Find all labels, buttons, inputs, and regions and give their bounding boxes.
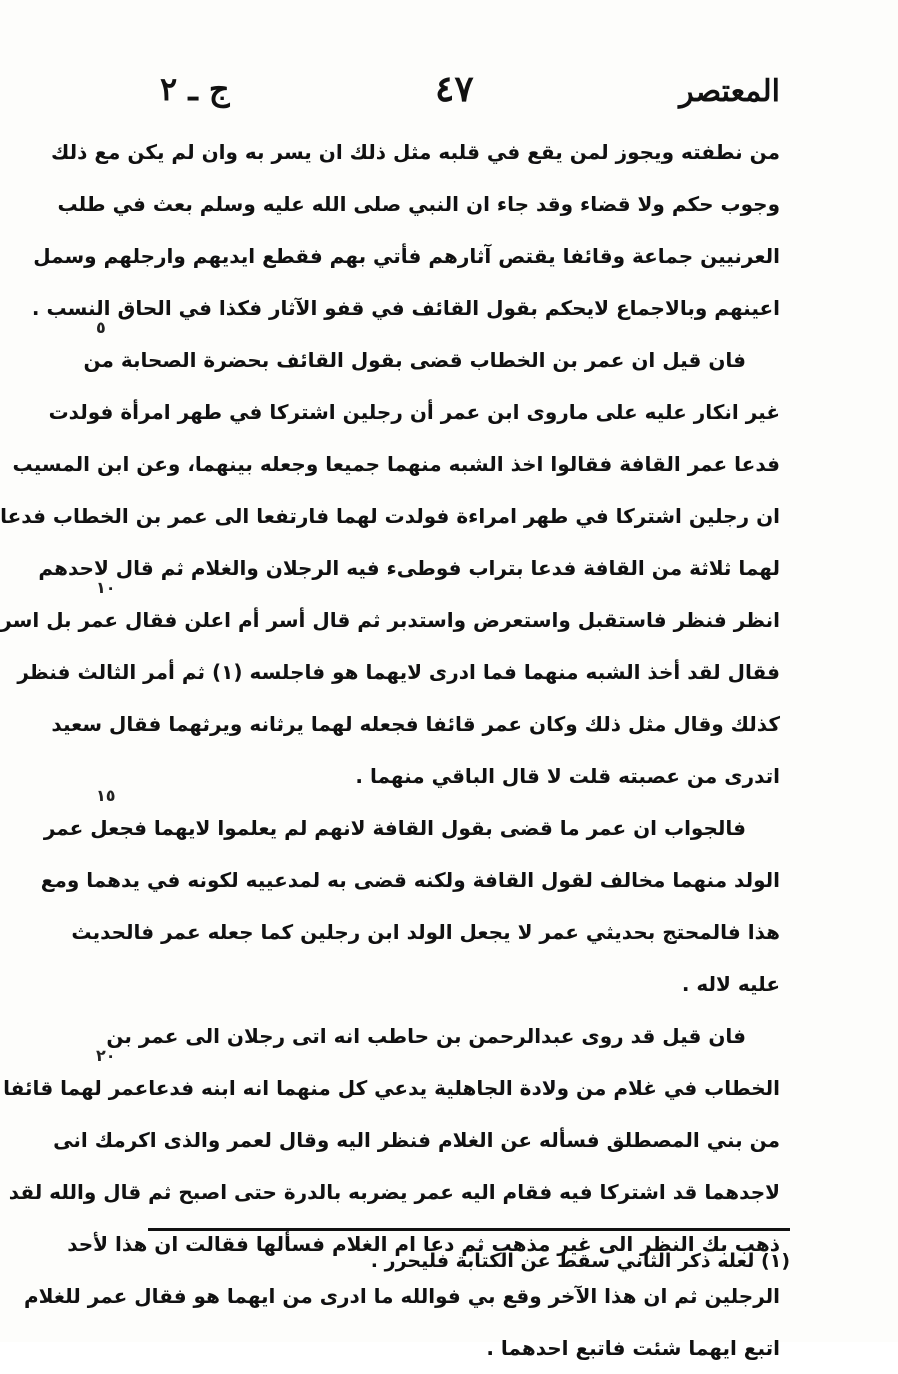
- text-line: العرنيين جماعة وقائفا يقتص آثارهم فأتي بهم فقطع ايديهم وارجلهم وسمل: [33, 244, 780, 268]
- line-number: ١٥: [96, 786, 116, 805]
- text-line: انظر فنظر فاستقبل واستعرض واستدبر ثم قال أسر أم اعلن فقال عمر بل اسر: [0, 608, 780, 632]
- text-line: اعينهم وبالاجماع لايحكم بقول القائف في قفو الآثار فكذا في الحاق النسب .: [31, 296, 780, 320]
- footnote-divider: [148, 1228, 790, 1231]
- line-number: ١٠: [96, 578, 116, 597]
- text-line: عليه لاله .: [681, 972, 780, 996]
- page-header: [140, 68, 780, 124]
- text-line: وجوب حكم ولا قضاء وقد جاء ان النبي صلى الله عليه وسلم بعث في طلب: [57, 192, 780, 216]
- text-line: الخطاب في غلام من ولادة الجاهلية يدعي كل منهما انه ابنه فدعاعمر لهما قائفا: [3, 1076, 780, 1100]
- text-line: من بني المصطلق فسأله عن الغلام فنظر اليه وقال لعمر والذى اكرمك انى: [53, 1128, 780, 1152]
- text-line: كذلك وقال مثل ذلك وكان عمر قائفا فجعله لهما يرثانه ويرثهما فقال سعيد: [51, 712, 780, 736]
- text-line: الرجلين ثم ان هذا الآخر وقع بي فوالله ما ادرى من ايهما هو فقال عمر للغلام: [23, 1284, 780, 1308]
- text-line: فالجواب ان عمر ما قضى بقول القافة لانهم لم يعلموا لايهما فجعل عمر: [43, 816, 746, 840]
- text-line: لاجدهما قد اشتركا فيه فقام اليه عمر يضربه بالدرة حتى اصبح ثم قال والله لقد: [8, 1180, 780, 1204]
- text-line: فان قيل قد روى عبدالرحمن بن حاطب انه اتى رجلان الى عمر بن: [106, 1024, 746, 1048]
- text-line: هذا فالمحتج بحديثي عمر لا يجعل الولد ابن رجلين كما جعله عمر فالحديث: [71, 920, 780, 944]
- line-number: ٥: [96, 318, 106, 337]
- text-line: فقال لقد أخذ الشبه منهما فما ادرى لايهما هو فاجلسه (١) ثم أمر الثالث فنظر: [17, 660, 780, 684]
- text-line: الولد منهما مخالف لقول القافة ولكنه قضى به لمدعييه لكونه في يدهما ومع: [40, 868, 780, 892]
- text-line: ذهب بك النظر الى غير مذهب ثم دعا ام الغلام فسألها فقالت ان هذا لأحد: [67, 1232, 780, 1256]
- line-number: ٢٠: [96, 1046, 116, 1065]
- page-number: ٤٧: [435, 68, 474, 110]
- text-line: لهما ثلاثة من القافة فدعا بتراب فوطىء فيه الرجلان والغلام ثم قال لاحدهم: [38, 556, 780, 580]
- text-line: فان قيل ان عمر بن الخطاب قضى بقول القائف بحضرة الصحابة من: [83, 348, 746, 372]
- running-title: المعتصر: [679, 74, 780, 109]
- text-line: من نطفته ويجوز لمن يقع في قلبه مثل ذلك ان يسر به وان لم يكن مع ذلك: [50, 140, 780, 164]
- text-line: اتبع ايهما شئت فاتبع احدهما .: [486, 1336, 780, 1360]
- footnote: (١) لعله ذكر الثاني سقط عن الكتابة فليحرر .: [370, 1250, 790, 1272]
- text-line: اتدرى من عصبته قلت لا قال الباقي منهما .: [355, 764, 780, 788]
- text-line: ان رجلين اشتركا في طهر امراءة فولدت لهما فارتفعا الى عمر بن الخطاب فدعا: [0, 504, 780, 528]
- volume-label: ج ـ ٢: [160, 70, 230, 108]
- text-line: غير انكار عليه على ماروى ابن عمر أن رجلين اشتركا في طهر امرأة فولدت: [48, 400, 780, 424]
- text-line: فدعا عمر القافة فقالوا اخذ الشبه منهما جميعا وجعله بينهما، وعن ابن المسيب: [12, 452, 780, 476]
